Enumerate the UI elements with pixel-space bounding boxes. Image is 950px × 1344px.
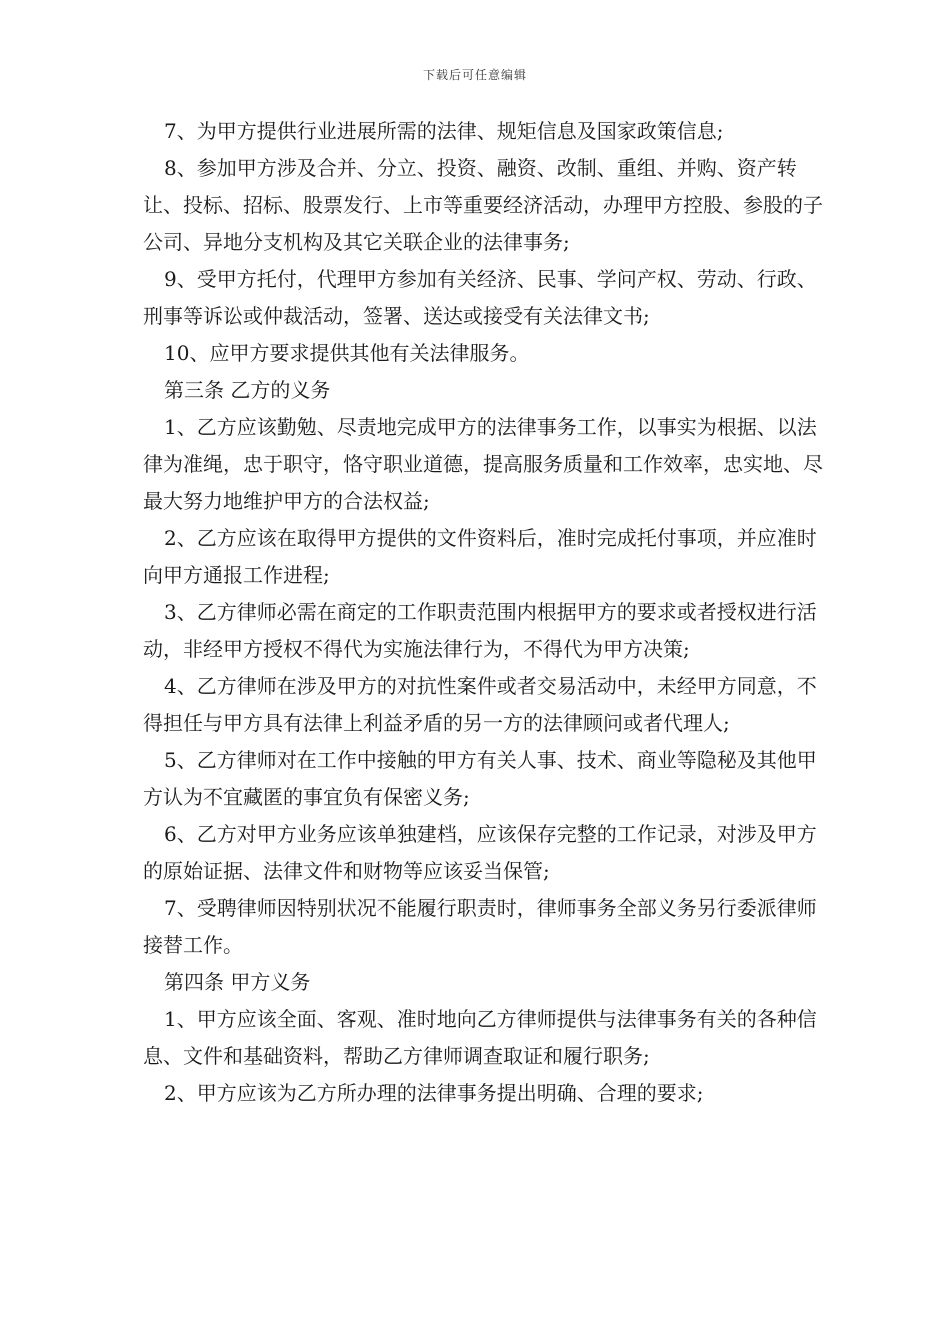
paragraph: 1、甲方应该全面、客观、准时地向乙方律师提供与法律事务有关的各种信息、文件和基础资料，帮助乙方律师调查取证和履行职务; [143, 1007, 817, 1068]
section-heading: 第四条 甲方义务 [164, 970, 311, 994]
paragraph: 4、乙方律师在涉及甲方的对抗性案件或者交易活动中，未经甲方同意，不得担任与甲方具有法律上利益矛盾的另一方的法律顾问或者代理人; [143, 674, 817, 735]
document-body [143, 113, 823, 1112]
paragraph: 9、受甲方托付，代理甲方参加有关经济、民事、学问产权、劳动、行政、刑事等诉讼或仲裁活动，签署、送达或接受有关法律文书; [143, 267, 817, 328]
paragraph: 10、应甲方要求提供其他有关法律服务。 [164, 341, 530, 365]
paragraph: 8、参加甲方涉及合并、分立、投资、融资、改制、重组、并购、资产转让、投标、招标、股票发行、上市等重要经济活动，办理甲方控股、参股的子公司、异地分支机构及其它关联企业的法律事务; [143, 156, 823, 254]
paragraph: 6、乙方对甲方业务应该单独建档，应该保存完整的工作记录，对涉及甲方的原始证据、法律文件和财物等应该妥当保管; [143, 822, 817, 883]
paragraph: 2、甲方应该为乙方所办理的法律事务提出明确、合理的要求; [164, 1081, 704, 1105]
paragraph: 2、乙方应该在取得甲方提供的文件资料后，准时完成托付事项，并应准时向甲方通报工作进程; [143, 526, 817, 587]
paragraph: 7、为甲方提供行业进展所需的法律、规矩信息及国家政策信息; [164, 119, 724, 143]
page-header-note: 下载后可任意编辑 [422, 68, 527, 82]
section-heading: 第三条 乙方的义务 [164, 378, 331, 402]
paragraph: 7、受聘律师因特别状况不能履行职责时，律师事务全部义务另行委派律师接替工作。 [143, 896, 817, 957]
paragraph: 3、乙方律师必需在商定的工作职责范围内根据甲方的要求或者授权进行活动，非经甲方授权不得代为实施法律行为，不得代为甲方决策; [143, 600, 817, 661]
paragraph: 1、乙方应该勤勉、尽责地完成甲方的法律事务工作，以事实为根据、以法律为准绳，忠于职守，恪守职业道德，提高服务质量和工作效率，忠实地、尽最大努力地维护甲方的合法权益; [143, 415, 823, 513]
paragraph: 5、乙方律师对在工作中接触的甲方有关人事、技术、商业等隐秘及其他甲方认为不宜藏匿的事宜负有保密义务; [143, 748, 817, 809]
